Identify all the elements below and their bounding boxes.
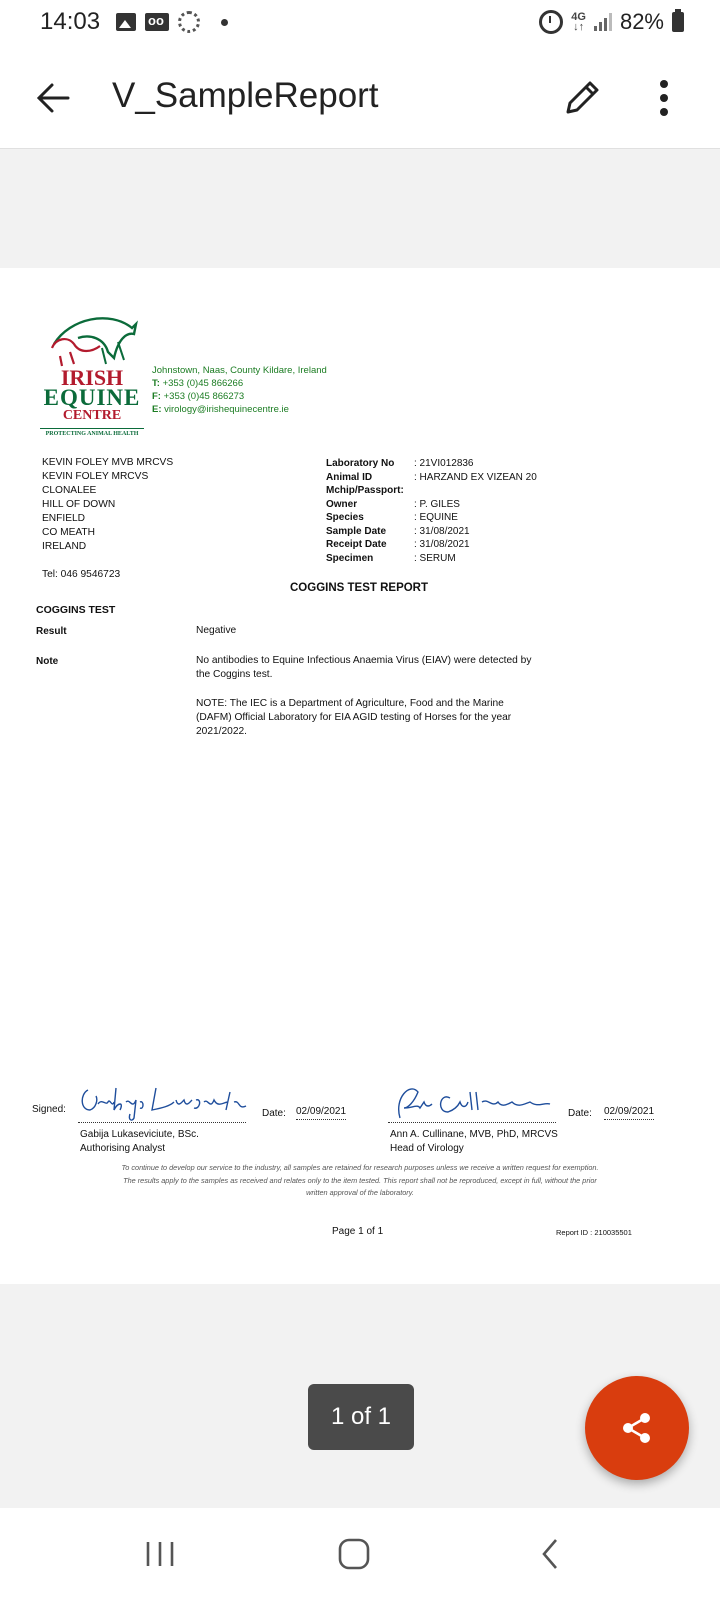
pencil-icon [560, 76, 604, 120]
lab-address [152, 364, 327, 416]
edit-button[interactable] [560, 76, 604, 120]
detail-value: : 21VI012836 [414, 458, 474, 469]
system-nav-bar [0, 1508, 720, 1600]
signature-2-image [388, 1078, 560, 1124]
client-line: IRELAND [42, 541, 87, 552]
home-button[interactable] [332, 1536, 376, 1572]
note-line: (DAFM) Official Laboratory for EIA AGID testing of Horses for the year [196, 712, 512, 723]
signer-1 [80, 1128, 199, 1155]
detail-row [326, 538, 537, 552]
logo-line2: EQUINE [43, 385, 141, 410]
report-title: COGGINS TEST REPORT [290, 582, 429, 594]
share-button[interactable] [585, 1376, 689, 1480]
disclaimer [60, 1162, 660, 1200]
home-icon [332, 1536, 376, 1572]
fax: +353 (0)45 866273 [163, 391, 245, 402]
detail-key: Owner [326, 498, 358, 510]
signature-1-line [78, 1121, 246, 1123]
phone-label: T: [152, 378, 160, 389]
page-number: Page 1 of 1 [332, 1226, 384, 1237]
client-tel: Tel: 046 9546723 [42, 569, 121, 580]
detail-row [326, 457, 537, 471]
logo-tagline: PROTECTING ANIMAL HEALTH [40, 428, 144, 439]
lab-details [326, 457, 537, 565]
address-line: Johnstown, Naas, County Kildare, Ireland [152, 365, 327, 376]
detail-key: Laboratory No [326, 458, 395, 469]
detail-row [326, 552, 537, 566]
result-label: Result [36, 626, 67, 637]
detail-key: Species [326, 512, 364, 523]
battery-percent: 82% [619, 9, 664, 34]
detail-value: : SERUM [414, 552, 456, 564]
detail-value: : 31/08/2021 [414, 539, 470, 550]
detail-value: : P. GILES [414, 498, 460, 510]
phone: +353 (0)45 866266 [162, 378, 244, 389]
voicemail-icon [145, 13, 169, 31]
more-notifications-icon [221, 19, 228, 26]
recent-apps-icon [140, 1536, 180, 1572]
gallery-notification-icon [116, 13, 136, 31]
back-button[interactable] [34, 78, 74, 118]
alarm-icon [539, 10, 563, 34]
logo-text [40, 365, 144, 439]
fax-label: F: [152, 391, 161, 402]
detail-row [326, 484, 537, 498]
detail-key: Mchip/Passport: [326, 485, 404, 496]
detail-row [326, 525, 537, 539]
note-line: the Coggins test. [196, 669, 273, 680]
arrow-left-icon [34, 78, 74, 118]
client-line: KEVIN FOLEY MRCVS [42, 471, 149, 482]
detail-value: : HARZAND EX VIZEAN 20 [414, 471, 537, 483]
chevron-left-icon [532, 1536, 572, 1572]
detail-key: Sample Date [326, 525, 387, 537]
result-value: Negative [196, 625, 237, 636]
network-type: 4G ↓↑ [571, 11, 586, 33]
more-vertical-icon [654, 76, 674, 120]
status-time: 14:03 [40, 8, 101, 35]
disclaimer-line: written approval of the laboratory. [306, 1188, 414, 1197]
client-address [42, 456, 173, 582]
client-line: CO MEATH [42, 527, 96, 538]
sync-icon [178, 11, 200, 33]
sign-date-1: 02/09/2021 [296, 1106, 346, 1120]
detail-key: Animal ID [326, 471, 373, 483]
signature-1-image [78, 1080, 250, 1124]
battery-icon [672, 12, 684, 32]
signed-label: Signed: [32, 1104, 66, 1115]
detail-row [326, 471, 537, 485]
back-nav-button[interactable] [532, 1536, 572, 1572]
disclaimer-line: To continue to develop our service to the industry, all samples are retained for research purposes unless we receive a written request for exemption. [121, 1163, 599, 1172]
detail-row [326, 498, 537, 512]
note-line: No antibodies to Equine Infectious Anaemia Virus (EIAV) were detected by [196, 655, 532, 666]
signer-2-role: Head of Virology [390, 1142, 464, 1154]
recent-apps-button[interactable] [140, 1536, 180, 1572]
note-text [196, 654, 556, 682]
detail-value: : 31/08/2021 [414, 525, 470, 537]
date-label-1: Date: [262, 1108, 286, 1119]
document-page [0, 268, 720, 1284]
email-label: E: [152, 404, 162, 415]
detail-row [326, 511, 537, 525]
detail-key: Specimen [326, 552, 374, 564]
app-bar [0, 48, 720, 149]
share-icon [619, 1410, 655, 1446]
client-line: CLONALEE [42, 485, 97, 496]
section-title: COGGINS TEST [36, 604, 116, 616]
signal-icon [594, 13, 612, 31]
sign-date-2: 02/09/2021 [604, 1106, 654, 1120]
report-id: Report ID : 210035501 [556, 1228, 632, 1237]
signature-2-line [388, 1121, 556, 1123]
detail-value: : EQUINE [414, 512, 458, 523]
client-line: HILL OF DOWN [42, 499, 116, 510]
signer-2-name: Ann A. Cullinane, MVB, PhD, MRCVS [390, 1129, 558, 1140]
note-text-2 [196, 697, 556, 739]
document-title: V_SampleReport [112, 76, 379, 115]
client-line: KEVIN FOLEY MVB MRCVS [42, 457, 174, 468]
logo-line3: CENTRE [62, 408, 122, 423]
disclaimer-line: The results apply to the samples as received and relates only to the item tested. This report shall not be reproduced, except in full, without the prior [123, 1175, 597, 1185]
page-indicator: 1 of 1 [308, 1384, 414, 1450]
more-options-button[interactable] [654, 76, 674, 120]
status-bar [0, 0, 720, 48]
logo-line1: IRISH [60, 365, 124, 390]
signer-2 [390, 1128, 558, 1155]
date-label-2: Date: [568, 1108, 592, 1119]
network-label: 4G [571, 11, 586, 23]
notification-icons [116, 11, 228, 33]
signer-1-name: Gabija Lukaseviciute, BSc. [80, 1129, 199, 1140]
note-label: Note [36, 656, 59, 667]
note-line: NOTE: The IEC is a Department of Agriculture, Food and the Marine [196, 698, 504, 709]
client-line: ENFIELD [42, 513, 86, 524]
signer-1-role: Authorising Analyst [80, 1142, 166, 1154]
detail-key: Receipt Date [326, 539, 387, 550]
note-line: 2021/2022. [196, 726, 247, 737]
email: virology@irishequinecentre.ie [164, 404, 289, 415]
